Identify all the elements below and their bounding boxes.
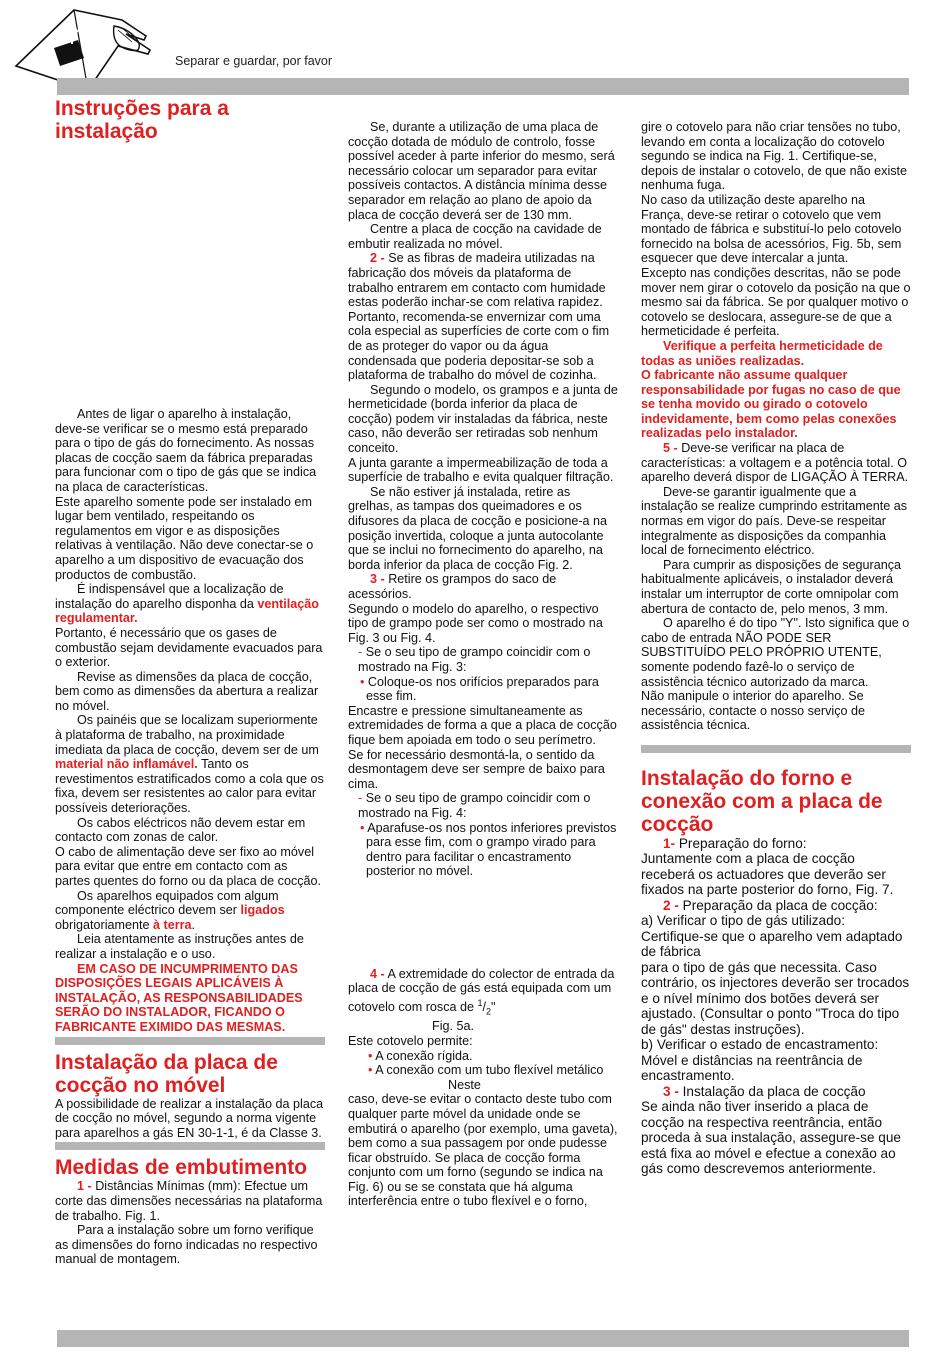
paragraph: 2 - Preparação da placa de cocção: xyxy=(663,897,878,913)
paragraph: Este cotovelo permite: xyxy=(348,1033,473,1048)
paragraph: Não manipule o interior do aparelho. Se necessário, contacte o nosso serviço de assistência técnica. xyxy=(641,689,866,733)
figure-ref: Fig. 5a. xyxy=(432,1019,474,1034)
section-divider xyxy=(55,1037,325,1045)
paragraph: • A conexão com um tubo flexível metálico Neste xyxy=(368,1063,604,1092)
keep-notice: Separar e guardar, por favor xyxy=(175,54,333,68)
paragraph: 3 - Retire os grampos do saco de acessórios. xyxy=(348,572,557,601)
paragraph: O aparelho é do tipo "Y". Isto significa que o cabo de entrada NÃO PODE SER SUBSTITUÍDO PELO PRÓPRIO UTENTE, somente podendo fazê-lo o serviço de assistência técnico autorizado da marca. xyxy=(641,616,910,689)
paragraph: Se, durante a utilização de uma placa de cocção dotada de módulo de controlo, fosse possível aceder à parte inferior do mesmo, será necessário colocar um separador para evitar possíveis contactos. A distância mínima desse separador em relação ao plano de apoio da placa de cocção deverá ser de 130 mm. xyxy=(348,120,615,222)
paragraph: 1- Preparação do forno: xyxy=(663,835,807,851)
paragraph: 5 - Deve-se verificar na placa de características: a voltagem e a potência total. O aparelho deverá dispor de LIGAÇÃO À TERRA. xyxy=(641,441,909,485)
paragraph: 1 - Distâncias Mínimas (mm): Efectue um corte das dimensões necessárias na plataforma de trabalho. Fig. 1. xyxy=(55,1179,323,1223)
column-1 xyxy=(55,97,325,1267)
paragraph: Encastre e pressione simultaneamente as extremidades de forma a que a placa de cocção fique bem apoiada em todo o seu perímetro. xyxy=(348,703,617,747)
install-title: Instruções para a instalação xyxy=(55,97,229,143)
section-title: Medidas de embutimento xyxy=(55,1156,308,1180)
section-divider xyxy=(55,1142,325,1150)
column-3 xyxy=(641,120,911,1177)
paragraph: Excepto nas condições descritas, não se pode mover nem girar o cotovelo da posição na que o mesmo sai da fábrica. Se por qualquer motivo o cotovelo se deslocara, assegure-se de que a hermeticidade é perfeita. xyxy=(641,265,911,339)
paragraph: Se não estiver já instalada, retire as grelhas, as tampas dos queimadores e os difusores da placa de cocção e posicione-a na posição invertida, coloque a junta autocolante que se inclui no fornecimento do aparelho, na borda inferior da placa de cocção Fig. 2. xyxy=(348,484,608,572)
paragraph: a) Verificar o tipo de gás utilizado: Certifique-se que o aparelho vem adaptado de fábrica xyxy=(641,913,903,960)
paragraph: Centre a placa de cocção na cavidade de embutir realizada no móvel. xyxy=(348,222,602,251)
paragraph: Se for necessário desmontá-la, o sentido da desmontagem deve ser sempre de baixo para cima. xyxy=(348,747,605,791)
warning-text: O fabricante não assume qualquer responsabilidade por fugas no caso de que se tenha movido ou girado o cotovelo indevidamente, bem como pelas conexões realizadas pelo instalador. xyxy=(641,368,901,441)
paragraph: A possibilidade de realizar a instalação da placa de cocção no móvel, segundo a norma vigente para aparelhos a gás EN 30-1-1, é da Classe 3. xyxy=(55,1096,324,1140)
section-title: Instalação do forno e conexão com a placa de cocção xyxy=(641,766,883,836)
paragraph: b) Verificar o estado de encastramento: Móvel e distâncias na reentrância de encastramento. xyxy=(641,1037,879,1084)
paragraph: - Se o seu tipo de grampo coincidir com o mostrado na Fig. 3: xyxy=(358,645,591,674)
paragraph: Se ainda não tiver inserido a placa de cocção na respectiva reentrância, então proceda à sua instalação, assegure-se que está fixa ao móvel e efectue a conexão ao gás como descrevemos anteriormente. xyxy=(641,1099,901,1177)
paragraph: Leia atentamente as instruções antes de realizar a instalação e o uso. xyxy=(55,932,304,961)
paragraph: - Se o seu tipo de grampo coincidir com o mostrado na Fig. 4: xyxy=(358,791,591,820)
paragraph: Segundo o modelo, os grampos e a junta de hermeticidade (borda inferior da placa de cocção) podem vir instaladas da fábrica, neste caso, não deverão ser retiradas sob nenhum conceito. xyxy=(348,382,618,456)
paragraph: O cabo de alimentação deve ser fixo ao móvel para evitar que entre em contacto com as partes quentes do forno ou da placa de cocção. xyxy=(55,844,322,888)
paragraph: É indispensável que a localização de instalação do aparelho disponha da ventilação regulamentar. xyxy=(55,582,319,626)
section-divider xyxy=(641,745,911,753)
paragraph: 3 - Instalação da placa de cocção xyxy=(663,1083,866,1099)
paragraph: Os painéis que se localizam superiormente à plataforma de trabalho, na proximidade imediata da placa de cocção, devem ser de um material não inflamável. Tanto os revestimentos estratificados como a cola que os fixa, devem ser resistentes ao calor para evitar possíveis deteriorações. xyxy=(55,713,324,816)
paragraph: Os cabos eléctricos não devem estar em contacto com zonas de calor. xyxy=(55,815,306,845)
paragraph: Para cumprir as disposições de segurança habitualmente aplicáveis, o instalador deverá instalar um interruptor de corte omnipolar com abertura de contacto de, pelo menos, 3 mm. xyxy=(641,557,902,616)
paragraph: 2 - Se as fibras de madeira utilizadas na fabricação dos móveis da plataforma de trabalho entrarem em contacto com humidade estas poderão inchar-se com relativa rapidez. Portanto, recomenda-se envernizar com uma cola especial as superfícies de corte com o fim de as proteger do vapor ou da água condensada que poderia depositar-se sob a plataforma de trabalho do móvel de cozinha. xyxy=(348,251,610,383)
paragraph: • Aparafuse-os nos pontos inferiores previstos para esse fim, com o grampo virado para dentro para facilitar o encastramento posterior no móvel. xyxy=(360,820,617,879)
paragraph: Juntamente com a placa de cocção receberá os actuadores que deverão ser fixados na parte posterior do forno, Fig. 7. xyxy=(641,851,894,898)
bottom-divider-bar xyxy=(57,1330,909,1347)
paragraph: Para a instalação sobre um forno verifique as dimensões do forno indicadas no respectivo manual de montagem. xyxy=(55,1223,318,1267)
highlight: ventilação regulamentar. xyxy=(55,596,319,626)
paragraph: • A conexão rígida. xyxy=(368,1048,473,1063)
paragraph: caso, deve-se evitar o contacto deste tubo com qualquer parte móvel da unidade onde se embutirá o aparelho (por exemplo, uma gaveta), bem como a sua passagem por onde pudesse ficar obstruído. Se placa de cocção forma conjunto com um forno (segundo se indica na Fig. 6) ou se se constata que há alguma interferência entre o tubo flexível e o forno, xyxy=(348,1092,618,1209)
paragraph: • Coloque-os nos orifícios preparados para esse fim. xyxy=(360,674,599,704)
paragraph: 4 - A extremidade do colector de entrada da placa de cocção de gás está equipada com um cotovelo com rosca de $^1/_2$" xyxy=(348,966,615,1017)
highlight: ligados xyxy=(240,903,285,918)
paragraph: Revise as dimensões da placa de cocção, bem como as dimensões da abertura a realizar no móvel. xyxy=(55,669,319,713)
highlight: material não inflamável. xyxy=(55,757,198,772)
column-2 xyxy=(348,120,618,1209)
paragraph: Este aparelho somente pode ser instalado em lugar bem ventilado, respeitando os regulamentos em vigor e as disposições relativas à ventilação. Não deve conectar-se o aparelho a um dispositivo de evacuação dos productos de combustão. xyxy=(55,494,314,582)
paragraph: Portanto, é necessário que os gases de combustão sejam devidamente evacuados para o exterior. xyxy=(55,625,323,670)
paragraph: Antes de ligar o aparelho à instalação, deve-se verificar se o mesmo está preparado para o tipo de gás do fornecimento. As nossas placas de cocção saem da fábrica preparadas para funcionar com o tipo de gás que se indica na placa de características. xyxy=(55,407,317,494)
paragraph: Segundo o modelo do aparelho, o respectivo tipo de grampo pode ser como o mostrado na Fig. 3 ou Fig. 4. xyxy=(348,601,603,645)
paragraph: Deve-se garantir igualmente que a instalação se realize cumprindo estritamente as normas em vigor do país. Deve-se respeitar integralmente as disposições da companhia local de fornecimento eléctrico. xyxy=(641,484,907,558)
paragraph: No caso da utilização deste aparelho na França, deve-se retirar o cotovelo que vem montado de fábrica e substituí-lo pelo cotovelo fornecido na bolsa de acessórios, Fig. 5b, sem esquecer que deve intercalar a junta. xyxy=(641,192,902,266)
section-title: Instalação da placa de cocção no móvel xyxy=(55,1050,278,1097)
paragraph: A junta garante a impermeabilização de toda a superfície de trabalho e evita qualquer filtração. xyxy=(348,455,614,485)
highlight: à terra xyxy=(153,917,192,932)
legal-warning: EM CASO DE INCUMPRIMENTO DAS DISPOSIÇÕES LEGAIS APLICÁVEIS À INSTALAÇÃO, AS RESPONSABILIDADES SERÃO DO INSTALADOR, FICANDO O FABRICANTE EXIMIDO DAS MESMAS. xyxy=(55,961,303,1034)
paragraph: gire o cotovelo para não criar tensões no tubo, levando em conta a localização do cotovelo segundo se indica na Fig. 1. Certifique-se, depois de instalar o cotovelo, de que não existe nenhuma fuga. xyxy=(641,120,908,193)
top-divider-bar xyxy=(57,78,909,95)
paragraph: para o tipo de gás que necessita. Caso contrário, os injectores deverão ser trocados e o nível mínimo dos botões deverá ser ajustado. (Consultar o ponto "Troca do tipo de gás" destas instruções). xyxy=(641,959,910,1037)
warning-text: Verifique a perfeita hermeticidade de todas as uniões realizadas. xyxy=(641,338,883,368)
paragraph: Os aparelhos equipados com algum componente eléctrico devem ser ligados obrigatoriamente à terra. xyxy=(55,888,285,932)
